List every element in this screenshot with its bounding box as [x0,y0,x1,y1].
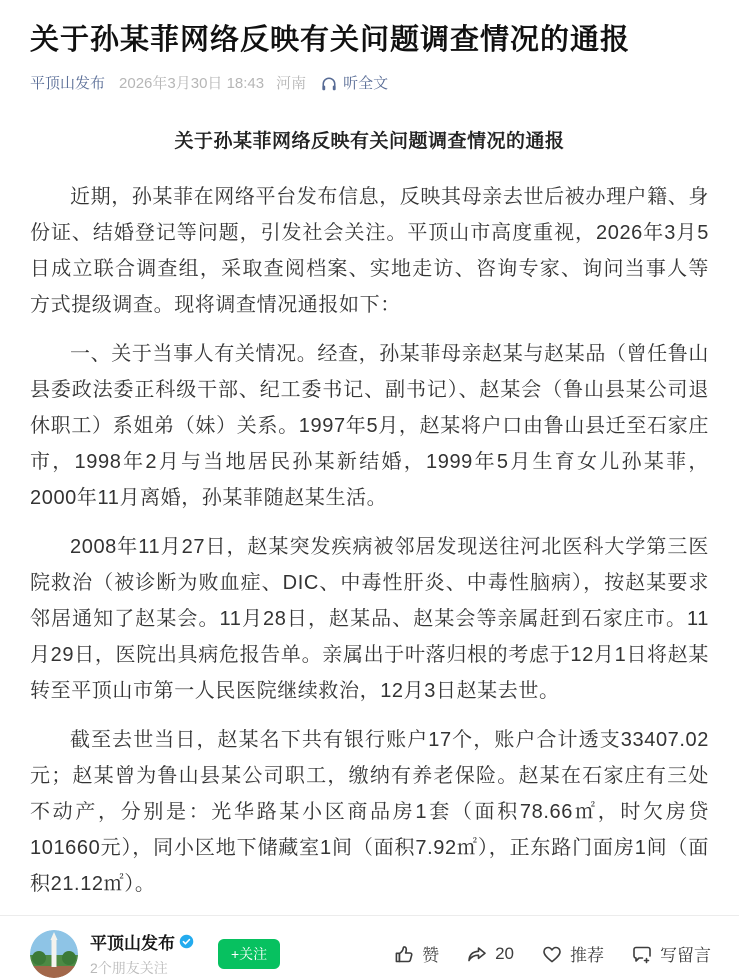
like-button[interactable] [393,941,439,966]
thumbs-up-icon [393,943,415,965]
heart-icon [541,943,563,965]
comment-button[interactable] [631,941,711,966]
share-count: 20 [495,943,514,963]
page-title: 关于孙某菲网络反映有关问题调查情况的通报 [30,24,631,56]
account-info [90,929,194,978]
article-meta [30,73,709,94]
followers-note: 2个朋友关注 [90,960,168,976]
publish-date: 2026年3月30日 18:43 [119,75,265,92]
article-inner-title: 关于孙某菲网络反映有关问题调查情况的通报 [174,131,565,152]
headphones-icon [320,75,338,93]
article-paragraph: 近期，孙某菲在网络平台发布信息，反映其母亲去世后被办理户籍、身份证、结婚登记等问题，引发社会关注。平顶山市高度重视，2026年3月5日成立联合调查组，采取查阅档案、实地走访、咨询专家、询问当事人等方式提级调查。现将调查情况通报如下： [30,186,709,316]
follow-button[interactable]: +关注 [218,939,280,969]
like-label: 赞 [422,946,440,965]
recommend-label: 推荐 [570,946,604,965]
comment-plus-icon [631,943,653,965]
verified-badge-icon [179,934,194,949]
recommend-button[interactable] [541,941,604,966]
publish-location: 河南 [276,75,307,92]
comment-label: 写留言 [660,946,711,965]
share-button[interactable] [466,943,514,965]
account-avatar[interactable] [30,930,78,978]
article-paragraph: 2008年11月27日，赵某突发疾病被邻居发现送往河北医科大学第三医院救治（被诊断为败血症、DIC、中毒性肝炎、中毒性脑病），按赵某要求邻居通知了赵某会。11月28日，赵某品、赵某会等亲属赶到石家庄市。11月29日，医院出具病危报告单。亲属出于叶落归根的考虑于12月1日将赵某转至平顶山市第一人民医院继续救治，12月3日赵某去世。 [30,536,709,702]
footer-bar [0,916,739,978]
article-paragraph: 一、关于当事人有关情况。经查，孙某菲母亲赵某与赵某品（曾任鲁山县委政法委正科级干部、纪工委书记、副书记）、赵某会（鲁山县某公司退休职工）系姐弟（妹）关系。1997年5月，赵某将户口由鲁山县迁至石家庄市，1998年2月与当地居民孙某新结婚，1999年5月生育女儿孙某菲，2000年11月离婚，孙某菲随赵某生活。 [30,343,709,509]
footer-account-name[interactable]: 平顶山发布 [90,934,175,953]
action-bar [393,941,711,966]
listen-full-text-button[interactable] [320,73,388,94]
article-body [30,126,709,902]
share-arrow-icon [466,943,488,965]
account-link[interactable]: 平顶山发布 [30,75,106,92]
article-paragraph: 截至去世当日，赵某名下共有银行账户17个，账户合计透支33407.02元；赵某曾为鲁山县某公司职工，缴纳有养老保险。赵某在石家庄有三处不动产，分别是：光华路某小区商品房1套（面积78.66㎡，时欠房贷101660元），同小区地下储藏室1间（面积7.92㎡），正东路门面房1间（面积21.12㎡）。 [30,729,709,895]
listen-label: 听全文 [343,75,389,92]
